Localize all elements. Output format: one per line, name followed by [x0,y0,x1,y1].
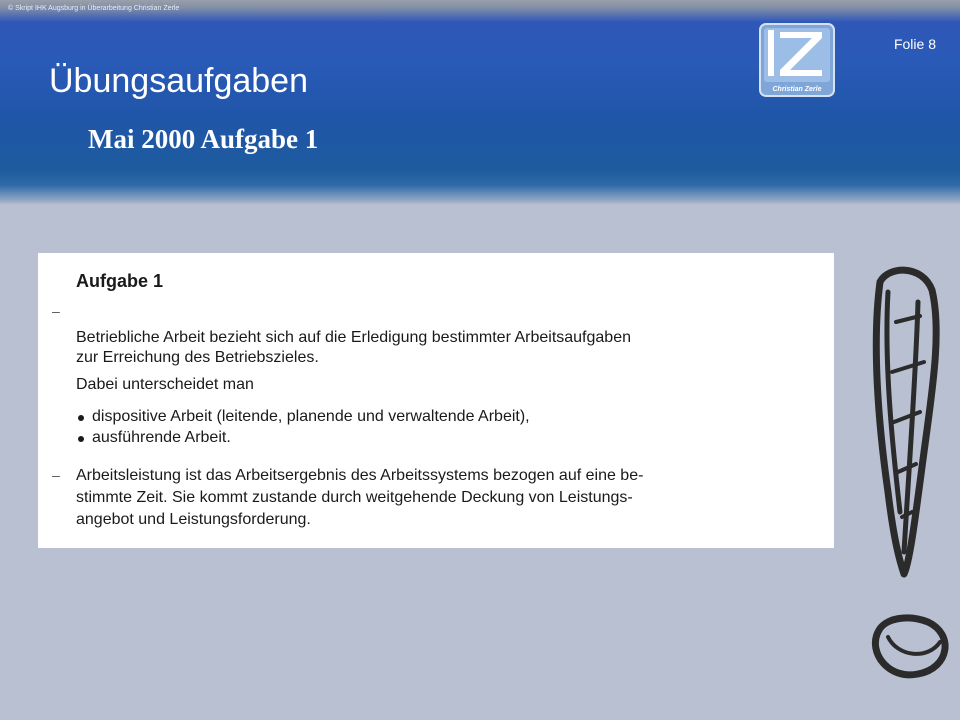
scanned-exercise-image [38,253,834,548]
logo-icon [758,22,836,98]
slide-subtitle: Mai 2000 Aufgabe 1 [88,124,319,154]
slide-number: Folie 8 [893,36,936,52]
copyright-note: © Skript IHK Augsburg in Überarbeitung Christian Zerle [8,5,180,12]
exercise-line-4: Arbeitsleistung ist das Arbeitsergebnis des Arbeitssystems bezogen auf eine be- [76,467,644,484]
bullet-marker [78,415,84,421]
dash-marker: – [52,303,60,319]
exclamation-mark-icon [858,262,958,702]
slide-title: Übungsaufgaben [49,62,309,100]
exercise-heading: Aufgabe 1 [76,271,164,291]
slide-header [0,0,960,205]
exercise-line-5: stimmte Zeit. Sie kommt zustande durch weitgehende Deckung von Leistungs- [76,489,633,506]
exercise-bullet-2: ausführende Arbeit. [92,429,231,446]
exercise-line-3: Dabei unterscheidet man [76,376,254,393]
logo-text: Christian Zerle [772,86,822,93]
exercise-line-6: angebot und Leistungsforderung. [76,511,311,528]
bullet-marker [78,436,84,442]
exercise-line-2: zur Erreichung des Betriebszieles. [76,349,319,366]
exercise-line-1: Betriebliche Arbeit bezieht sich auf die Erledigung bestimmter Arbeitsaufgaben [76,329,631,346]
dash-marker: – [52,467,60,483]
exercise-bullet-1: dispositive Arbeit (leitende, planende und verwaltende Arbeit), [92,408,530,425]
